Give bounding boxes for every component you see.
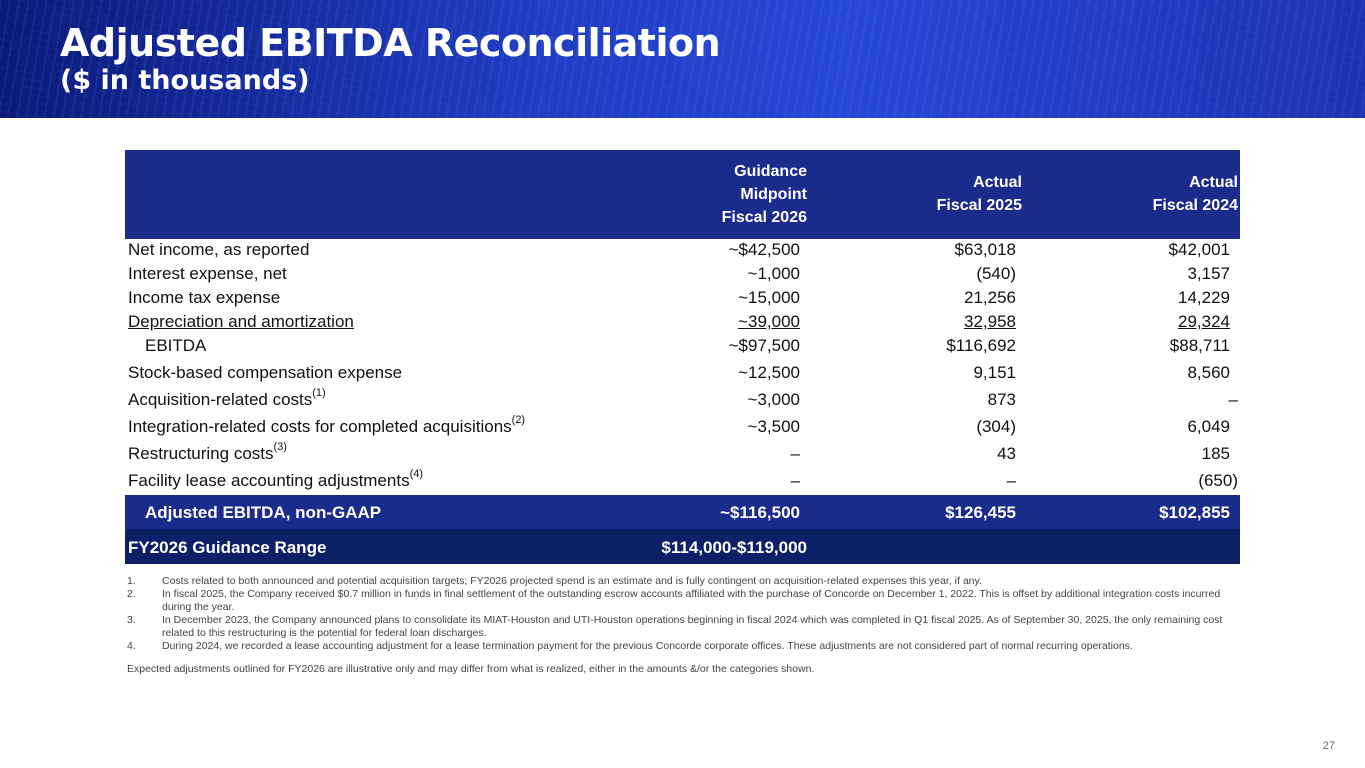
title-banner — [0, 0, 1365, 118]
row-label: Stock-based compensation expense — [128, 363, 403, 382]
value-fy2025: 43 — [997, 444, 1016, 463]
table-row-depreciation — [125, 311, 1240, 335]
table-row-restructuring — [125, 440, 1240, 467]
value-fy2026: ~3,500 — [747, 417, 800, 436]
value-fy2025: 32,958 — [964, 312, 1016, 331]
row-label: Net income, as reported — [128, 240, 310, 259]
value-fy2026: ~12,500 — [738, 363, 800, 382]
value-fy2024: 8,560 — [1187, 363, 1230, 382]
table-row-stock-comp — [125, 359, 1240, 386]
header-guidance-fy2026: Guidance Midpoint Fiscal 2026 — [721, 163, 807, 226]
row-label: Interest expense, net — [128, 264, 287, 283]
value-fy2025: $63,018 — [954, 240, 1016, 259]
footnote-ref: (3) — [273, 441, 287, 454]
footnote-item: 1. Costs related to both announced and potential acquisition targets; FY2026 projected spend is an estimate and is fully contingent on acquisition-related expenses this year, if any. — [127, 575, 982, 587]
row-label: Acquisition-related costs$^{(1)}$ — [128, 387, 326, 409]
row-label: Facility lease accounting adjustments$^{(4)}$ — [128, 468, 424, 490]
table-row-income-tax — [125, 287, 1240, 311]
value-fy2026: – — [790, 444, 800, 463]
row-label: Restructuring costs$^{(3)}$ — [128, 441, 287, 463]
ebitda-reconciliation-table — [125, 150, 1240, 564]
value-fy2026: ~3,000 — [747, 390, 800, 409]
footnotes — [127, 575, 1227, 676]
value-fy2024: $102,855 — [1159, 503, 1230, 522]
value-fy2024: 185 — [1201, 444, 1230, 463]
value-fy2024: (650) — [1198, 471, 1238, 490]
value-fy2026: ~$116,500 — [720, 503, 800, 522]
row-label: FY2026 Guidance Range — [128, 538, 327, 557]
value-fy2025: (540) — [976, 264, 1016, 283]
value-fy2024: – — [1228, 390, 1238, 409]
value-fy2024: $42,001 — [1168, 240, 1230, 259]
value-fy2024: 29,324 — [1178, 312, 1230, 331]
footnote-item: 3. In December 2023, the Company announced plans to consolidate its MIAT-Houston and UTI-Houston operations beginning in fiscal 2024 which was completed in Q1 fiscal 2025. As of September 30, 2025, the only remaining cost related to this restructuring is the potential for federal loan discharges. — [127, 614, 1223, 639]
table-row-guidance-range — [125, 529, 1240, 564]
header-actual-fy2025: Actual Fiscal 2025 — [936, 174, 1022, 214]
value-fy2026: ~15,000 — [738, 288, 800, 307]
table-row-net-income — [125, 239, 1240, 263]
footnote-ref: (2) — [511, 414, 526, 427]
page-subtitle: ($ in thousands) — [60, 65, 310, 96]
value-fy2024: 6,049 — [1187, 417, 1230, 436]
value-fy2026: ~$42,500 — [728, 240, 800, 259]
value-fy2025: $116,692 — [946, 336, 1016, 355]
footnote-item: 4. During 2024, we recorded a lease accounting adjustment for a lease termination payment for the previous Concorde corporate offices. These adjustments are not considered part of normal recurring operations. — [127, 640, 1133, 652]
table-row-ebitda — [125, 335, 1240, 359]
value-fy2026: ~$97,500 — [728, 336, 800, 355]
table-header — [125, 150, 1240, 239]
table-row-interest-expense — [125, 263, 1240, 287]
value-fy2025: $126,455 — [945, 503, 1016, 522]
value-fy2024: $88,711 — [1169, 336, 1230, 355]
row-label: Integration-related costs for completed acquisitions$^{(2)}$ — [128, 414, 526, 436]
row-label: Income tax expense — [128, 288, 281, 307]
value-fy2025: 9,151 — [973, 363, 1016, 382]
value-guidance-range: $114,000-$119,000 — [661, 538, 807, 557]
page-title: Adjusted EBITDA Reconciliation — [60, 21, 721, 65]
value-fy2025: – — [1006, 471, 1016, 490]
page-number: 27 — [1322, 740, 1335, 752]
value-fy2026: – — [790, 471, 800, 490]
table-row-integration-costs — [125, 413, 1240, 440]
header-actual-fy2024: Actual Fiscal 2024 — [1152, 174, 1238, 214]
footnote-ref: (1) — [312, 387, 326, 400]
expected-adjustments-note: Expected adjustments outlined for FY2026 are illustrative only and may differ from what is realized, either in the amounts &/or the categories shown. — [127, 663, 815, 675]
value-fy2026: ~1,000 — [747, 264, 800, 283]
value-fy2024: 3,157 — [1187, 264, 1230, 283]
footnote-item: 2. In fiscal 2025, the Company received $0.7 million in funds in final settlement of the outstanding escrow accounts affiliated with the purchase of Concorde on December 1, 2022. This is offset by additional integration costs incurred during the year. — [127, 588, 1221, 613]
table-row-acquisition-costs — [125, 386, 1240, 413]
table-row-adjusted-ebitda — [125, 495, 1240, 529]
value-fy2025: 21,256 — [964, 288, 1016, 307]
value-fy2025: 873 — [987, 390, 1016, 409]
table-row-lease-adjustments — [125, 467, 1240, 494]
value-fy2024: 14,229 — [1178, 288, 1230, 307]
value-fy2025: (304) — [976, 417, 1016, 436]
row-label: Depreciation and amortization — [128, 312, 354, 331]
row-label: Adjusted EBITDA, non-GAAP — [145, 503, 382, 522]
row-label: EBITDA — [145, 336, 207, 355]
value-fy2026: ~39,000 — [738, 312, 800, 331]
footnote-ref: (4) — [409, 468, 424, 481]
